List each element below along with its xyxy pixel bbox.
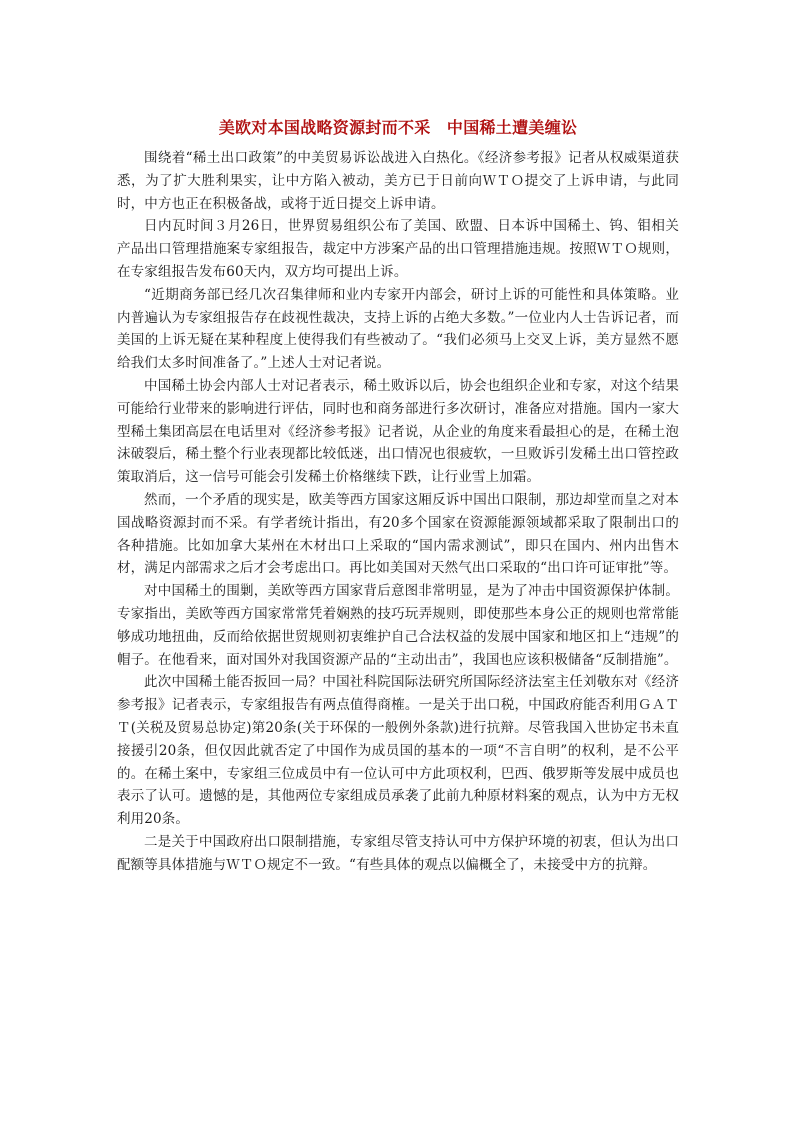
article-body bbox=[117, 147, 679, 877]
article-paragraph: 此次中国稀土能否扳回一局？中国社科院国际法研究所国际经济法室主任刘敬东对《经济参考报》记者表示，专家组报告有两点值得商榷。一是关于出口税，中国政府能否利用ＧＡＴＴ(关税及贸易总协定)第20条(关于环保的一般例外条款)进行抗辩。尽管我国入世协定书未直接援引20条，但仅因此就否定了中国作为成员国的基本的一项“不言自明”的权利，是不公平的。在稀土案中，专家组三位成员中有一位认可中方此项权利，巴西、俄罗斯等发展中成员也表示了认可。遗憾的是，其他两位专家组成员承袭了此前九种原材料案的观点，认为中方无权利用20条。 bbox=[117, 674, 679, 828]
article-paragraph: 围绕着“稀土出口政策”的中美贸易诉讼战进入白热化。《经济参考报》记者从权威渠道获悉，为了扩大胜利果实，让中方陷入被动，美方已于日前向ＷＴＯ提交了上诉申请，与此同时，中方也正在积极备战，或将于近日提交上诉申请。 bbox=[117, 150, 679, 212]
article-paragraph: 然而，一个矛盾的现实是，欧美等西方国家这厢反诉中国出口限制，那边却堂而皇之对本国战略资源封而不采。有学者统计指出，有20多个国家在资源能源领域都采取了限制出口的各种措施。比如加拿大某州在木材出口上采取的“国内需求测试”，即只在国内、州内出售木材，满足内部需求之后才会考虑出口。再比如美国对天然气出口采取的“出口许可证审批”等。 bbox=[117, 491, 679, 577]
article-paragraph: “近期商务部已经几次召集律师和业内专家开内部会，研讨上诉的可能性和具体策略。业内普遍认为专家组报告存在歧视性裁决，支持上诉的占绝大多数。”一位业内人士告诉记者，而美国的上诉无疑在某种程度上使得我们有些被动了。“我们必须马上交叉上诉，美方显然不愿给我们太多时间准备了。”上述人士对记者说。 bbox=[117, 286, 679, 372]
article-paragraph: 二是关于中国政府出口限制措施，专家组尽管支持认可中方保护环境的初衷，但认为出口配额等具体措施与ＷＴＯ规定不一致。“有些具体的观点以偏概全了，未接受中方的抗辩。 bbox=[117, 833, 679, 873]
document-page bbox=[117, 0, 679, 1123]
article-paragraph: 日内瓦时间３月26日，世界贸易组织公布了美国、欧盟、日本诉中国稀土、钨、钼相关产品出口管理措施案专家组报告，裁定中方涉案产品的出口管理措施违规。按照ＷＴＯ规则，在专家组报告发布60天内，双方均可提出上诉。 bbox=[117, 218, 679, 280]
article-title: 美欧对本国战略资源封而不采 中国稀土遭美缠讼 bbox=[218, 117, 578, 137]
article-paragraph: 对中国稀土的围剿，美欧等西方国家背后意图非常明显，是为了冲击中国资源保护体制。专家指出，美欧等西方国家常常凭着娴熟的技巧玩弄规则，即使那些本身公正的规则也常常能够成功地扭曲，反而给依据世贸规则初衷维护自己合法权益的发展中国家和地区扣上“违规”的帽子。在他看来，面对国外对我国资源产品的“主动出击”，我国也应该积极储备“反制措施”。 bbox=[117, 583, 679, 668]
article-paragraph: 中国稀土协会内部人士对记者表示，稀土败诉以后，协会也组织企业和专家，对这个结果可能给行业带来的影响进行评估，同时也和商务部进行多次研讨，准备应对措施。国内一家大型稀土集团高层在电话里对《经济参考报》记者说，从企业的角度来看最担心的是，在稀土泡沫破裂后，稀土整个行业表现都比较低迷，出口情况也很疲软，一旦败诉引发稀土出口管控政策取消后，这一信号可能会引发稀土价格继续下跌，让行业雪上加霜。 bbox=[117, 377, 679, 486]
